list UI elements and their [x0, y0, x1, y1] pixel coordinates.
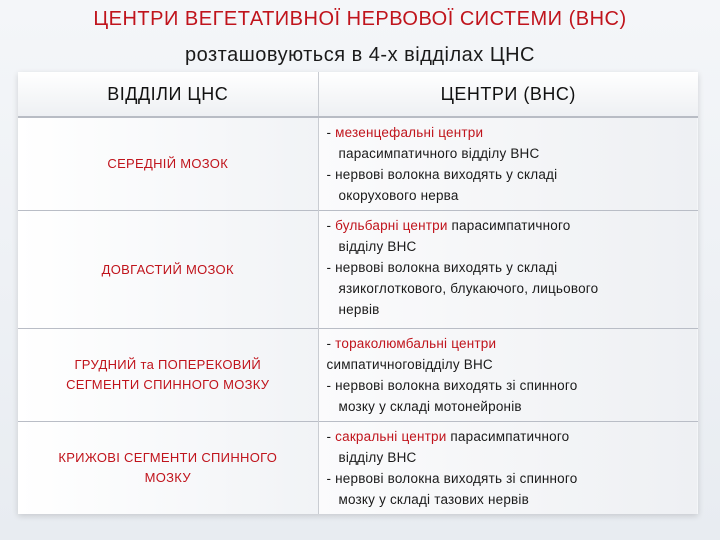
centers-table: [18, 72, 698, 514]
center-line: симпатичноговідділу ВНС: [326, 357, 493, 372]
section-label: КРИЖОВІ СЕГМЕНТИ СПИННОГО: [58, 450, 278, 465]
table-row: [18, 422, 698, 515]
center-line: язикоглоткового, блукаючого, лицьового: [338, 281, 599, 296]
header-ans-centers: ЦЕНТРИ (ВНС): [318, 72, 698, 117]
center-line: - нервові волокна виходять у складі: [326, 260, 558, 275]
table-header-row: [18, 72, 698, 117]
section-label: ГРУДНИЙ та ПОПЕРЕКОВИЙ: [74, 357, 262, 372]
page-subtitle: розташовуються в 4-х відділах ЦНС: [184, 44, 536, 66]
section-label: МОЗКУ: [144, 470, 191, 485]
center-line: - нервові волокна виходять у складі: [326, 167, 558, 182]
center-line: - нервові волокна виходять зі спинного: [326, 471, 578, 486]
center-line: - тораколюмбальні центри: [326, 336, 497, 351]
section-label: ДОВГАСТИЙ МОЗОК: [101, 261, 234, 277]
center-line: - бульбарні центри парасимпатичного: [326, 218, 571, 233]
centers-cell: [318, 422, 698, 515]
center-line: - нервові волокна виходять зі спинного: [326, 378, 578, 393]
center-line: відділу ВНС: [338, 239, 417, 254]
table-row: [18, 211, 698, 329]
center-line: нервів: [338, 302, 380, 317]
section-cell: [18, 211, 318, 329]
center-line: мозку у складі мотонейронів: [338, 399, 522, 414]
section-label: СЕГМЕНТИ СПИННОГО МОЗКУ: [66, 377, 270, 392]
center-line: - сакральні центри парасимпатичного: [326, 429, 570, 444]
center-line: мозку у складі тазових нервів: [338, 492, 529, 507]
header-cns-sections: ВІДДІЛИ ЦНС: [18, 72, 318, 117]
section-label: СЕРЕДНІЙ МОЗОК: [107, 156, 229, 171]
table-row: [18, 117, 698, 211]
centers-cell: [318, 211, 698, 329]
section-cell: [18, 422, 318, 515]
centers-cell: [318, 329, 698, 422]
page-title: ЦЕНТРИ ВЕГЕТАТИВНОЇ НЕРВОВОЇ СИСТЕМИ (ВНС): [93, 8, 627, 30]
section-cell: [18, 117, 318, 211]
centers-cell: [318, 117, 698, 211]
center-line: - мезенцефальні центри: [326, 125, 484, 140]
center-line: відділу ВНС: [338, 450, 417, 465]
section-cell: [18, 329, 318, 422]
table-row: [18, 329, 698, 422]
center-line: окорухового нерва: [338, 188, 459, 203]
center-line: парасимпатичного відділу ВНС: [338, 146, 540, 161]
